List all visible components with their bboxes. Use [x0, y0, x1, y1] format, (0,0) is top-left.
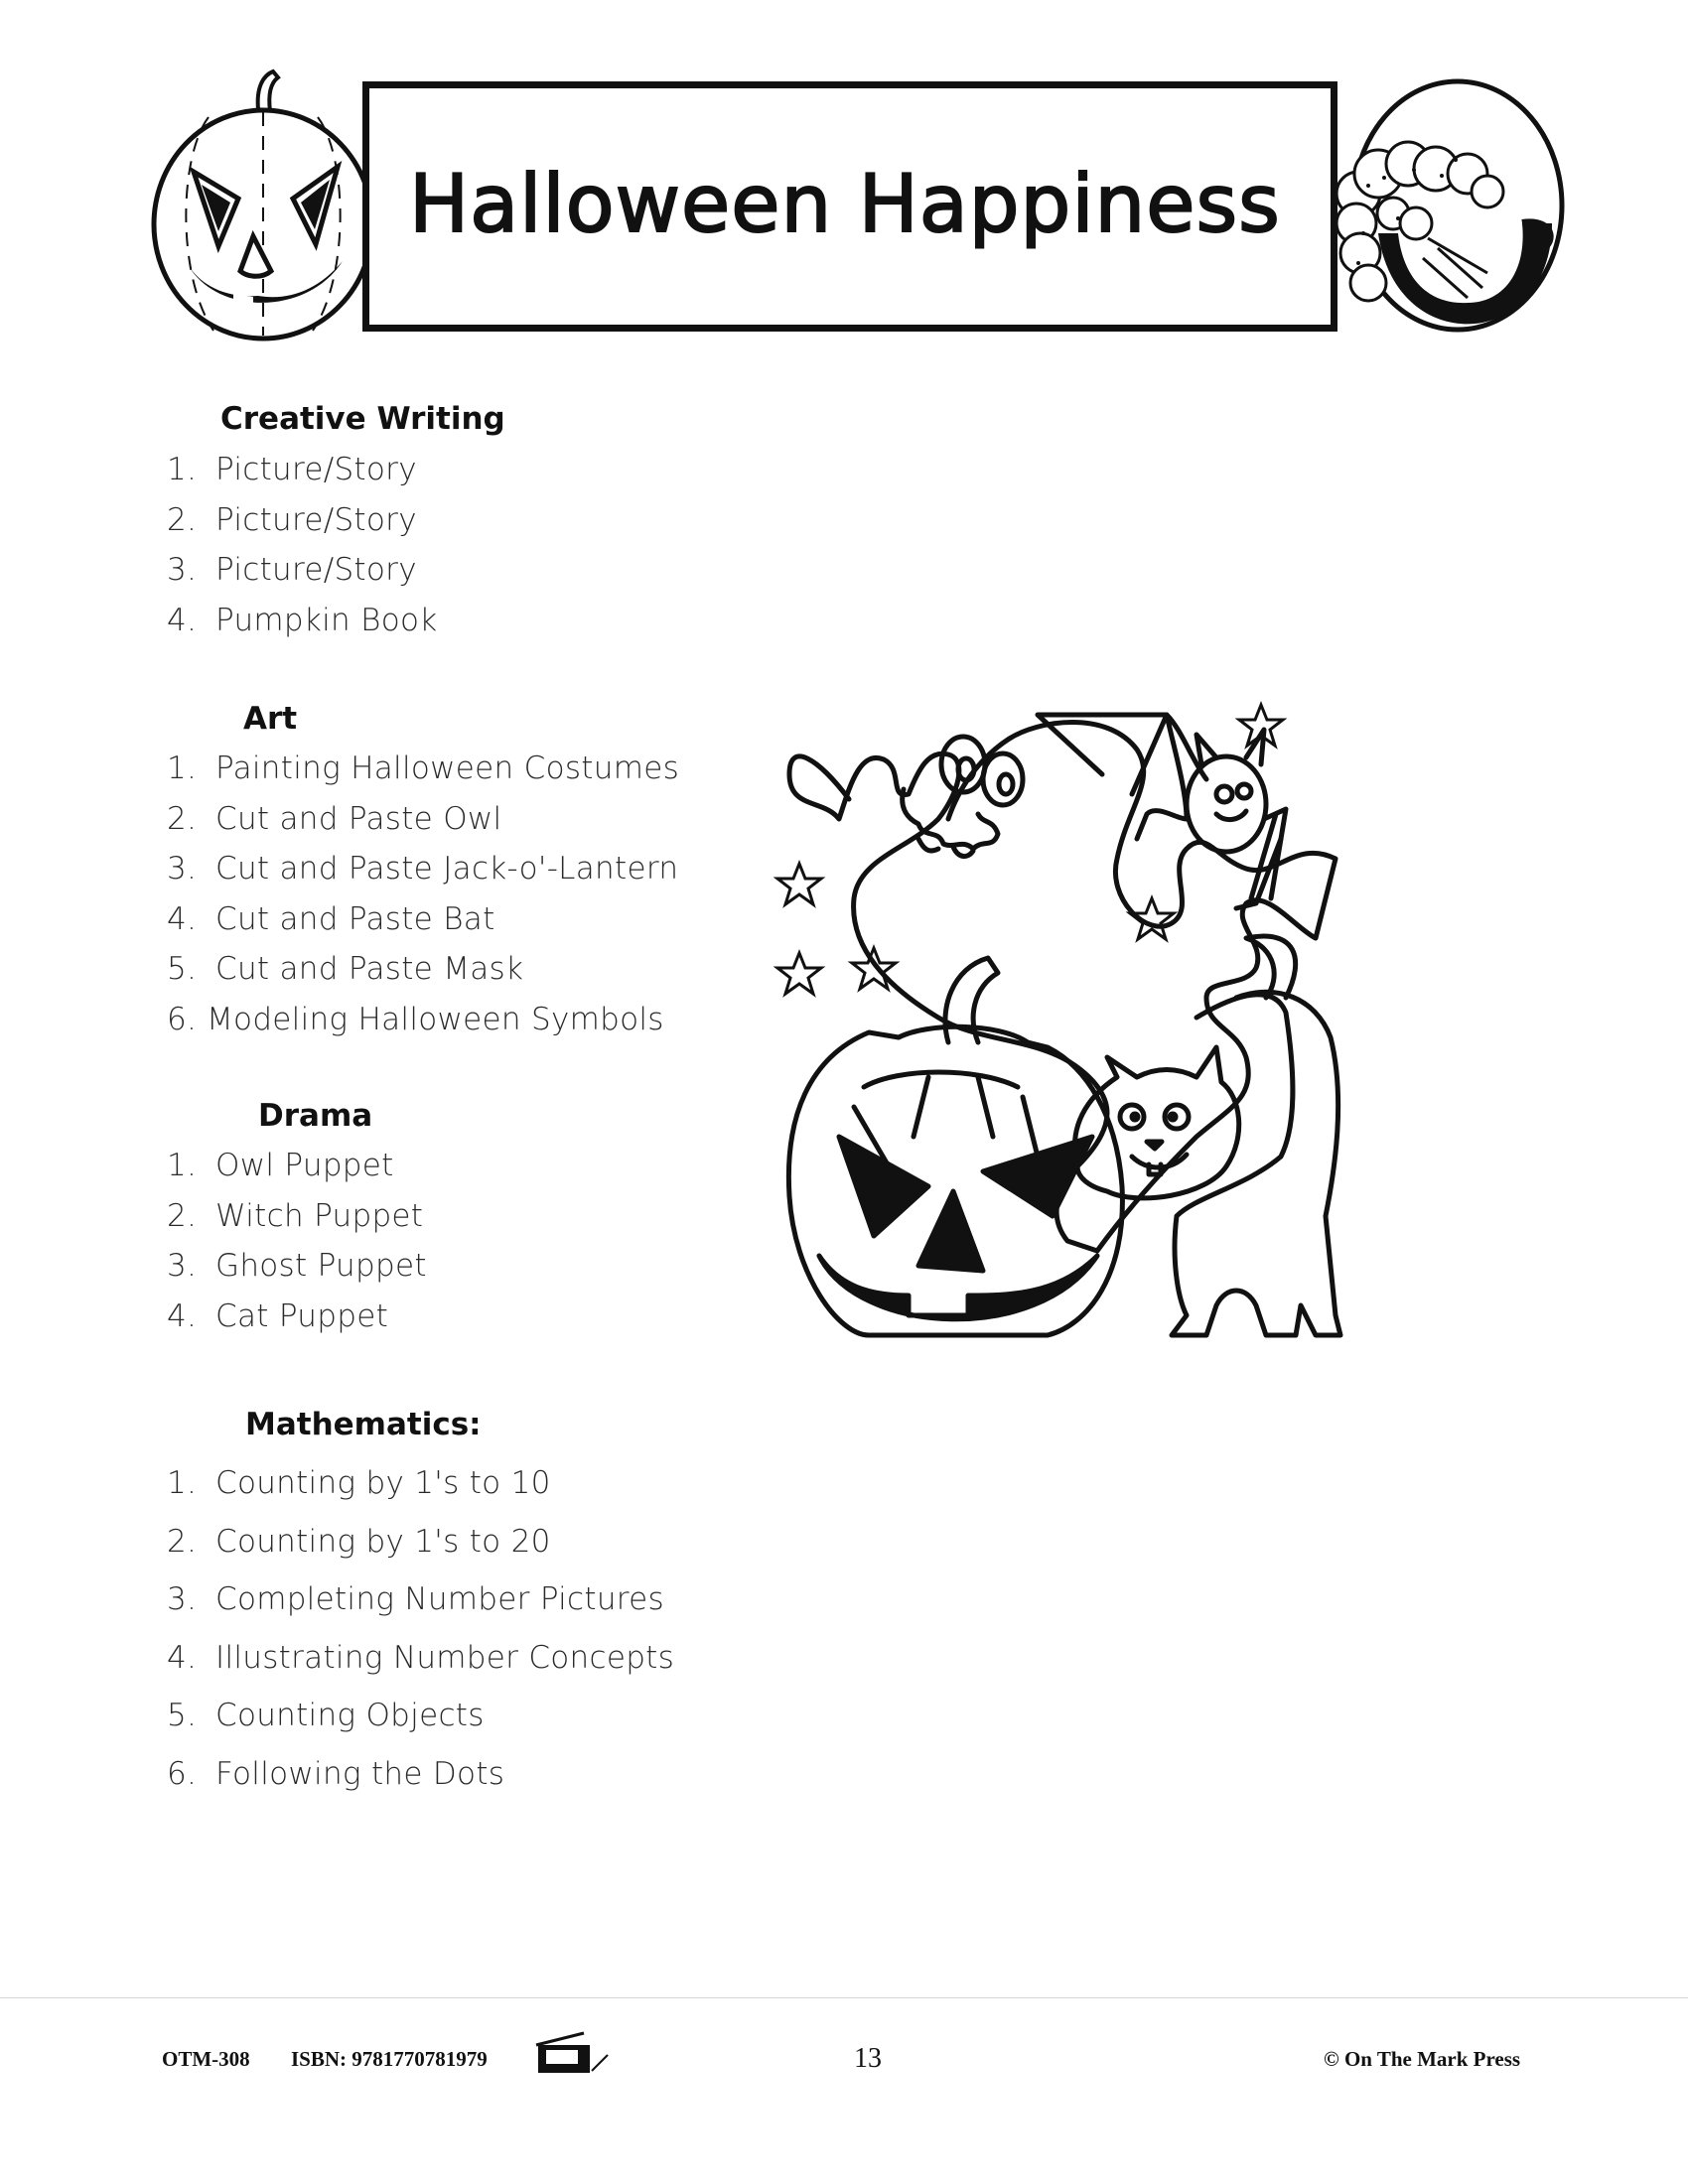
footer-divider [0, 1997, 1688, 1998]
item-number: 3. [167, 851, 198, 887]
item-text: Completing Number Pictures [215, 1581, 664, 1617]
item-text: Ghost Puppet [215, 1248, 427, 1284]
item-text: Owl Puppet [215, 1148, 394, 1183]
item-text: Modeling Halloween Symbols [207, 1001, 664, 1037]
list-item [167, 751, 782, 801]
item-number: 3. [167, 1581, 198, 1617]
item-text: Counting by 1's to 10 [215, 1465, 551, 1501]
item-number: 5. [167, 1698, 198, 1733]
footer-isbn: ISBN: 9781770781979 [291, 2047, 488, 2071]
item-text: Following the Dots [215, 1755, 505, 1792]
list-item [167, 901, 782, 952]
item-text: Cut and Paste Bat [215, 900, 495, 937]
halloween-illustration [779, 700, 1564, 1464]
list-item [167, 552, 763, 603]
list-item [167, 951, 782, 1002]
list-item [167, 603, 763, 653]
list-item [167, 1524, 782, 1582]
item-number: 5. [167, 951, 198, 987]
list-item [167, 502, 763, 553]
header-banner [0, 0, 1688, 357]
list-item [167, 1148, 763, 1198]
list-item [167, 1756, 782, 1815]
section-heading-drama: Drama [258, 1098, 373, 1134]
item-number: 6. [167, 1755, 198, 1792]
cat-icon [1172, 992, 1340, 1335]
mathematics-list [167, 1465, 782, 1814]
item-number: 4. [167, 1639, 198, 1676]
list-item [167, 1002, 782, 1052]
item-text: Cut and Paste Owl [215, 800, 502, 837]
item-text: Cut and Paste Jack-o'-Lantern [215, 851, 679, 887]
item-number: 1. [167, 1465, 198, 1501]
item-text: Picture/Story [215, 452, 417, 487]
item-number: 1. [167, 751, 198, 786]
item-number: 2. [167, 1197, 198, 1234]
list-item [167, 1465, 782, 1524]
list-item [167, 1698, 782, 1756]
section-heading-creative-writing: Creative Writing [220, 401, 505, 437]
art-list [167, 751, 782, 1051]
item-text: Cat Puppet [215, 1297, 389, 1334]
title-box [362, 81, 1337, 332]
photocopier-icon [536, 2033, 616, 2075]
list-item [167, 1640, 782, 1699]
section-heading-mathematics: Mathematics: [245, 1407, 482, 1442]
item-number: 2. [167, 800, 198, 837]
item-number: 4. [167, 1297, 198, 1334]
item-number: 1. [167, 1148, 198, 1183]
item-number: 3. [167, 1248, 198, 1284]
footer-copyright: © On The Mark Press [1324, 2047, 1521, 2071]
list-item [167, 1248, 763, 1298]
creative-writing-list [167, 452, 763, 652]
page-number: 13 [854, 2043, 882, 2074]
list-item [167, 1298, 763, 1349]
item-text: Pumpkin Book [215, 602, 438, 638]
item-text: Illustrating Number Concepts [215, 1639, 675, 1676]
item-text: Painting Halloween Costumes [215, 751, 680, 786]
item-number: 4. [167, 900, 198, 937]
item-text: Witch Puppet [215, 1197, 424, 1234]
jack-o-lantern-icon [139, 68, 387, 341]
footer-product-code: OTM-308 [162, 2047, 250, 2071]
list-item [167, 1198, 763, 1249]
item-text: Counting by 1's to 20 [215, 1523, 551, 1560]
item-text: Cut and Paste Mask [215, 951, 524, 987]
drama-list [167, 1148, 763, 1348]
list-item [167, 452, 763, 502]
bubbling-cauldron-icon [1319, 74, 1572, 338]
item-text: Picture/Story [215, 501, 417, 538]
item-number: 1. [167, 452, 198, 487]
list-item [167, 1581, 782, 1640]
list-item [167, 801, 782, 852]
item-number: 6. [167, 1001, 198, 1037]
list-item [167, 851, 782, 901]
page-title: Halloween Happiness [409, 158, 1281, 250]
item-number: 4. [167, 602, 198, 638]
item-number: 2. [167, 1523, 198, 1560]
section-heading-art: Art [243, 701, 298, 737]
item-text: Counting Objects [215, 1698, 485, 1733]
item-text: Picture/Story [215, 552, 417, 588]
item-number: 2. [167, 501, 198, 538]
item-number: 3. [167, 552, 198, 588]
